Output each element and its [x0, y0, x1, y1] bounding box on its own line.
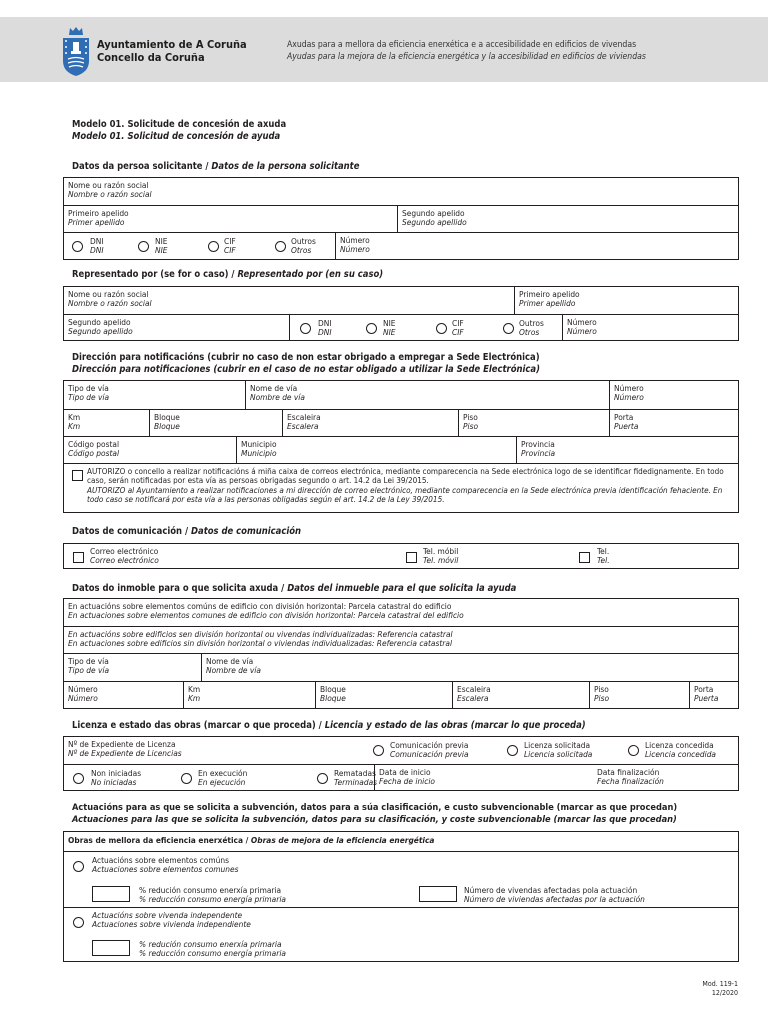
rep-name-field[interactable]: Nome ou razón social Nombre o razón social	[68, 289, 152, 309]
addr-street-type-field[interactable]: Tipo de vía Tipo de vía	[68, 383, 110, 403]
addr-door-field[interactable]: Porta Puerta	[609, 410, 738, 436]
phone-label: Tel. Tel.	[597, 546, 610, 566]
contact-box	[63, 543, 739, 569]
program-title-es: Ayudas para la mejora de la eficiencia energética y la accesibilidad en edificios de viviendas	[287, 51, 646, 62]
form-version-date: 12/2020	[711, 989, 738, 997]
start-date-field[interactable]: Data de inicio Fecha de inicio	[374, 765, 593, 791]
email-label: Correo electrónico Correo electrónico	[90, 546, 159, 566]
license-box: Nº de Expediente de Licenza Nº de Expediente de Licencias Comunicación previa Comunicación previa Licenza solicitada Licencia solicitada Licenza concedida Licencia concedida Non iniciadas No iniciadas En execución En ejecución Rematadas Terminadas Data de inicio Fecha de inicio Data finalización Fecha finalización	[63, 736, 739, 791]
other-radio[interactable]	[275, 241, 286, 252]
actions-box	[63, 831, 739, 962]
independent-dwelling-radio[interactable]	[73, 917, 84, 928]
rep-first-surname-field[interactable]: Primeiro apelido Primer apellido	[514, 287, 738, 314]
nie-radio[interactable]	[138, 241, 149, 252]
section-title-gl: Datos do inmoble para o que solicita axuda /	[72, 583, 285, 594]
form-code	[702, 980, 738, 998]
dni-radio[interactable]	[72, 241, 83, 252]
section-title-gl: Actuacións para as que se solicita a subvención, datos para a súa clasificación, e custo subvencionable (marcar as que procedan)	[72, 802, 678, 813]
prop-number-field[interactable]: Número Número	[68, 684, 98, 704]
program-title	[287, 40, 646, 63]
cif-radio[interactable]	[208, 241, 219, 252]
section-representative-title	[72, 269, 383, 281]
rep-doc-number-field[interactable]: Número Número	[562, 315, 738, 341]
addr-floor-field[interactable]: Piso Piso	[458, 410, 609, 436]
prop-block-field[interactable]: Bloque Bloque	[315, 682, 452, 708]
independent-dwelling-label: Actuacións sobre vivenda independente Actuaciones sobre vivienda independiente	[92, 910, 251, 930]
prop-floor-field[interactable]: Piso Piso	[589, 682, 689, 708]
rep-second-surname-field[interactable]: Segundo apelido Segundo apellido	[68, 317, 133, 337]
coat-of-arms-logo	[60, 25, 92, 77]
dwelling-energy-reduction-label: % redución consumo enerxía primaria % reducción consumo energía primaria	[139, 939, 286, 959]
property-box	[63, 598, 739, 709]
section-title-es: Dirección para notificaciones (cubrir en el caso de no estar obligado a utilizar la Sede Electrónica)	[72, 363, 540, 375]
addr-province-field[interactable]: Provincia Provincia	[516, 437, 738, 463]
form-title	[72, 119, 286, 142]
applicant-first-surname-field[interactable]: Primeiro apelido Primer apellido	[68, 208, 129, 228]
common-energy-reduction-label: % redución consumo enerxía primaria % reducción consumo energía primaria	[139, 885, 286, 905]
addr-number-field[interactable]: Número Número	[609, 381, 738, 409]
section-title-es: Datos de la persona solicitante	[211, 161, 360, 172]
cadastral-parcel-field[interactable]: En actuacións sobre elementos comúns de edificio con división horizontal: Parcela catastral do edificio En actuaciones sobre elementos comunes de edificio con división horizontal: Parcela catastral del edificio	[68, 601, 464, 621]
section-applicant-title	[72, 161, 359, 173]
email-checkbox[interactable]	[73, 552, 84, 563]
page-header	[0, 17, 768, 82]
addr-municipality-field[interactable]: Municipio Municipio	[236, 437, 516, 463]
cif-radio[interactable]	[436, 323, 447, 334]
authorize-notifications-checkbox[interactable]	[72, 470, 83, 481]
dni-radio[interactable]	[300, 323, 311, 334]
affected-dwellings-input[interactable]	[419, 886, 457, 902]
applicant-doc-number-field[interactable]: Número Número	[335, 233, 738, 259]
applicant-name-field[interactable]: Nome ou razón social Nombre o razón social	[68, 180, 152, 200]
phone-checkbox[interactable]	[579, 552, 590, 563]
mobile-label: Tel. móbil Tel. móvil	[423, 546, 459, 566]
prop-street-type-field[interactable]: Tipo de vía Tipo de vía	[68, 656, 110, 676]
org-name-es: Concello da Coruña	[97, 51, 205, 64]
org-name-gl: Ayuntamiento de A Coruña	[97, 38, 247, 51]
section-notification-address-title	[72, 352, 540, 375]
applicant-second-surname-field[interactable]: Segundo apelido Segundo apellido	[397, 206, 738, 232]
in-progress-radio[interactable]	[181, 773, 192, 784]
finished-radio[interactable]	[317, 773, 328, 784]
section-title-es: Datos de comunicación	[191, 526, 302, 537]
section-title-gl: Datos da persoa solicitante /	[72, 161, 209, 172]
form-model-number: Mod. 119-1	[702, 980, 738, 988]
addr-staircase-field[interactable]: Escaleira Escalera	[282, 410, 458, 436]
authorize-notifications-text: AUTORIZO o concello a realizar notificacións á miña caixa de correos electrónica, mediante comparecencia na Sede electrónica logo de se identificar fidedignamente. En todo caso, serán notificadas por esta vía as persoas obrigadas segundo o art. 14.2 da Lei 39/2015. AUTORIZO al Ayuntamiento a realizar notificaciones a mi dirección de correo electrónico, mediante comparecencia en la Sede electrónica previa identificación fehaciente. En todo caso se notificará por esta vía a las personas obligadas según el art. 14.2 de la Ley 39/2015.	[87, 466, 724, 505]
section-title-es: Datos del inmueble para el que solicita la ayuda	[287, 583, 517, 594]
section-title-es: Representado por (en su caso)	[237, 269, 384, 280]
section-license-title	[72, 720, 586, 732]
common-energy-reduction-input[interactable]	[92, 886, 130, 902]
form-title-gl: Modelo 01. Solicitude de concesión de axuda	[72, 119, 287, 130]
energy-efficiency-subheader: Obras de mellora da eficiencia enerxética / Obras de mejora de la eficiencia energética	[68, 835, 435, 845]
section-title-gl: Datos de comunicación /	[72, 526, 189, 537]
addr-street-name-field[interactable]: Nome de vía Nombre de vía	[245, 381, 609, 409]
addr-km-field[interactable]: Km Km	[68, 412, 81, 432]
prop-street-name-field[interactable]: Nome de vía Nombre de vía	[201, 654, 738, 681]
section-actions-title	[72, 802, 677, 825]
prior-communication-radio[interactable]	[373, 745, 384, 756]
cadastral-reference-field[interactable]: En actuacións sobre edificios sen división horizontal ou vivendas individualizadas: Referencia catastral En actuaciones sobre edificios sin división horizontal o viviendas individualizadas: Referencia catastral	[68, 629, 453, 649]
section-title-es: Actuaciones para las que se solicita la subvención, datos para su clasificación, y coste subvencionable (marcar las que procedan)	[72, 813, 677, 825]
representative-box: Nome ou razón social Nombre o razón social Primeiro apelido Primer apellido Segundo apelido Segundo apellido DNI DNI NIE NIE CIF CIF Outros Otros Número Número	[63, 286, 739, 341]
section-property-title	[72, 583, 516, 595]
mobile-checkbox[interactable]	[406, 552, 417, 563]
prop-door-field[interactable]: Porta Puerta	[689, 682, 738, 708]
common-elements-radio[interactable]	[73, 861, 84, 872]
section-title-es: Licencia y estado de las obras (marcar lo que proceda)	[324, 720, 586, 731]
other-radio[interactable]	[503, 323, 514, 334]
addr-postcode-field[interactable]: Código postal Código postal	[68, 439, 120, 459]
section-title-gl: Representado por (se for o caso) /	[72, 269, 235, 280]
license-file-number-field[interactable]: Nº de Expediente de Licenza Nº de Expediente de Licencias	[68, 739, 182, 759]
license-granted-radio[interactable]	[628, 745, 639, 756]
program-title-gl: Axudas para a mellora da eficiencia enerxética e a accesibilidade en edificios de vivendas	[287, 40, 637, 50]
section-title-gl: Licenza e estado das obras (marcar o que proceda) /	[72, 720, 322, 731]
section-title-gl: Dirección para notificacións (cubrir no caso de non estar obrigado a empregar a Sede Electrónica)	[72, 352, 540, 363]
license-requested-radio[interactable]	[507, 745, 518, 756]
addr-block-field[interactable]: Bloque Bloque	[149, 410, 282, 436]
prop-km-field[interactable]: Km Km	[183, 682, 315, 708]
not-started-radio[interactable]	[73, 773, 84, 784]
section-contact-title	[72, 526, 301, 538]
notification-address-box	[63, 380, 739, 513]
organization-name	[97, 38, 247, 64]
nie-radio[interactable]	[366, 323, 377, 334]
applicant-box: Nome ou razón social Nombre o razón social Primeiro apelido Primer apellido Segundo apelido Segundo apellido DNI DNI NIE NIE CIF CIF Outros Otros Número Número	[63, 177, 739, 260]
dwelling-energy-reduction-input[interactable]	[92, 940, 130, 956]
form-title-es: Modelo 01. Solicitud de concesión de ayuda	[72, 130, 281, 142]
affected-dwellings-label: Número de vivendas afectadas pola actuación Número de viviendas afectadas por la actuación	[464, 885, 645, 905]
end-date-field[interactable]: Data finalización Fecha finalización	[597, 767, 664, 787]
common-elements-label: Actuacións sobre elementos comúns Actuaciones sobre elementos comunes	[92, 855, 239, 875]
prop-staircase-field[interactable]: Escaleira Escalera	[452, 682, 589, 708]
